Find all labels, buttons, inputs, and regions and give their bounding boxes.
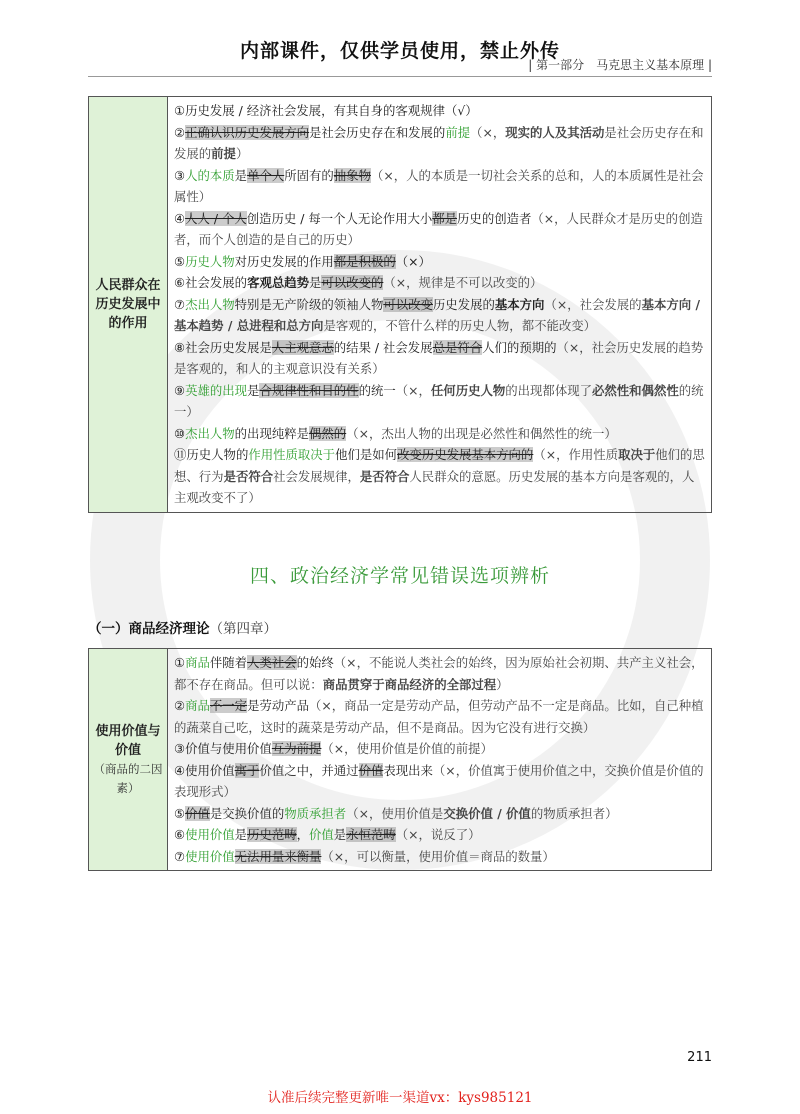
explanation-text: （×， <box>321 741 357 756</box>
list-item <box>174 165 705 208</box>
item-text: 创造历史 / 每一个人无论作用大小 <box>246 210 433 226</box>
page-number: 211 <box>687 1050 712 1065</box>
table2-note: （商品的二因素） <box>93 761 163 795</box>
explanation-text: 的全部过程 <box>434 676 497 692</box>
explanation-text: 寓于 <box>492 762 518 778</box>
explanation-text: （×，人的本质是一切社会关系的总和，人的本质属性是社会属性） <box>174 167 704 204</box>
item-text: 的始终 <box>296 655 334 670</box>
explanation-text: 他们的思想、行为 <box>174 447 705 484</box>
item-number: ⑤ <box>174 805 186 821</box>
struck-text: 抽象物 <box>333 167 371 183</box>
explanation-text: （×，使用价值是 <box>346 805 444 821</box>
explanation-text: ，不管什么样的历史人物，都不能改变） <box>373 318 597 333</box>
subsection-chapter: （第四章） <box>209 621 277 637</box>
item-text: 人的本质 <box>185 167 235 183</box>
footer-notice: 认准后续完整更新唯一渠道vx：kys985121 <box>267 1090 533 1106</box>
item-text: 杰出人物 <box>185 296 235 312</box>
explanation-text: 取决于 <box>618 447 656 462</box>
item-text: 前提 <box>445 124 471 140</box>
explanation-text: （×，价值 <box>432 762 493 778</box>
struck-text: 人人 / 个人 <box>185 210 247 226</box>
explanation-text: （×，作用性质 <box>533 447 619 462</box>
struck-text: 寓于 <box>234 762 260 778</box>
explanation-text: 的物质承担者） <box>530 805 618 821</box>
item-text: 社会历史发展是 <box>185 339 272 355</box>
item-text: 物质承担者 <box>284 805 347 821</box>
struck-text: 互为前提 <box>271 741 322 756</box>
explanation-text: 前提 <box>211 146 236 161</box>
explanation-text: 是否符合 <box>359 468 410 484</box>
commodity-table <box>88 648 712 871</box>
item-text: 是劳动产品 <box>247 698 310 713</box>
table1-items <box>174 100 705 509</box>
item-text: 历史的创造者 <box>457 210 532 226</box>
item-text: 的出现纯粹是 <box>234 425 310 441</box>
item-text: 社会发展的 <box>185 275 248 290</box>
item-number: ② <box>174 698 186 713</box>
header-title: 内部课件，仅供学员使用，禁止外传 <box>239 40 560 62</box>
explanation-text: 是价值的 <box>406 741 456 756</box>
item-text: 对历史发展的作用 <box>234 253 334 269</box>
item-text: 人们的预期的 <box>482 339 557 355</box>
list-item <box>174 272 705 294</box>
item-text: 是 <box>234 827 248 842</box>
item-text: 使用价值 <box>185 827 235 842</box>
item-text: 是交换价值的 <box>209 805 285 821</box>
subsection-title <box>88 617 277 637</box>
explanation-text: ） <box>496 676 509 692</box>
item-number: ⑪ <box>174 447 187 462</box>
explanation-text: （×，不能说人类社会的始终，因为原始社会初期、共产主义社会，都不存在商品。但可以说： <box>174 655 704 692</box>
explanation-text: 商品贯穿于 <box>322 676 385 692</box>
table2-label-cell <box>89 649 168 871</box>
item-text: 他们是如何 <box>335 447 398 462</box>
struck-text: 可以改变 <box>383 296 433 312</box>
struck-text: 人主观意志 <box>271 339 334 355</box>
item-text: 基本方向 <box>494 296 545 312</box>
item-text: 是 <box>247 382 260 398</box>
explanation-text: 必然性和偶然性 <box>592 382 679 398</box>
list-item <box>174 803 705 825</box>
item-text: 使用价值 <box>185 848 235 864</box>
struck-text: 合规律性和目的性 <box>259 382 359 398</box>
item-number: ⑩ <box>174 425 186 441</box>
item-number: ⑨ <box>174 382 186 398</box>
explanation-text: （×，说反了） <box>395 827 481 842</box>
item-text: 价值之中，并通过 <box>259 762 359 778</box>
header-subtitle: | 第一部分 马克思主义基本原理 | <box>528 58 712 72</box>
item-text: 是 <box>333 827 347 842</box>
struck-text: 单个人 <box>247 167 285 183</box>
struck-text: 可以改变的 <box>321 275 384 290</box>
item-text: 的统一 <box>358 382 396 398</box>
list-item <box>174 695 705 738</box>
item-text: 是社会历史存在和发展的 <box>309 124 446 140</box>
table1-items-cell <box>168 97 712 513</box>
explanation-text: 社会发展规律， <box>273 468 360 484</box>
list-item <box>174 122 705 165</box>
explanation-text: （×，社会历史发展的趋势是客观的，和人的主观意识没有关系） <box>174 339 704 376</box>
item-text: 商品 <box>185 698 210 713</box>
item-number: ⑧ <box>174 339 186 355</box>
struck-text: 总是符合 <box>432 339 483 355</box>
table2-label: 使用价值与价值 <box>95 723 161 758</box>
explanation-text: 人民群众的意愿。历史发展的基本方向是客观的，人主观改变不了） <box>174 468 695 505</box>
list-item <box>174 824 705 846</box>
item-text: 是 <box>309 275 322 290</box>
item-text: （×） <box>395 253 431 269</box>
item-text: 历史人物的 <box>186 447 249 462</box>
struck-text: 价值 <box>358 762 384 778</box>
item-text: 杰出人物 <box>185 425 235 441</box>
list-item <box>174 100 705 122</box>
section-title: 四、政治经济学常见错误选项辨析 <box>249 565 550 587</box>
explanation-text: 使用价值之中，交换价值是价值的表现形式） <box>174 762 704 799</box>
table1-label-cell <box>89 97 168 513</box>
header-divider <box>88 76 712 77</box>
explanation-text: （×，商品一定是劳动产品，但劳动产品不一定是商品。比如，自己种植的蔬菜自己吃，这时的蔬菜是劳动产品，但不是商品。因为它没有进行交换） <box>174 698 704 735</box>
item-number: ⑤ <box>174 253 186 269</box>
list-item <box>174 251 705 273</box>
subsection-heading: （一）商品经济理论 <box>88 621 210 637</box>
explanation-text: 现实的人及其活动 <box>505 124 605 140</box>
item-text: 商品 <box>185 655 210 670</box>
item-text: 表现出来 <box>383 762 433 778</box>
item-number: ③ <box>174 167 186 183</box>
explanation-text: 商品经济 <box>384 676 435 692</box>
explanation-text: （×，杰出人物的出现是必然性和偶然性的统一） <box>346 425 617 441</box>
item-number: ⑥ <box>174 275 186 290</box>
struck-text: 改变历史发展基本方向的 <box>397 447 534 462</box>
list-item <box>174 738 705 760</box>
explanation-text: 的出现都体现了 <box>505 382 592 398</box>
history-role-table <box>88 96 712 513</box>
explanation-text: （×， <box>470 124 506 140</box>
struck-text: 人类社会 <box>247 655 297 670</box>
list-item <box>174 423 705 445</box>
list-item <box>174 444 705 509</box>
struck-text: 都是 <box>432 210 458 226</box>
explanation-text: （×，可以衡量，使用价值＝商品的数量） <box>321 848 555 864</box>
explanation-text: 是社会历史存在和发展的 <box>174 124 704 161</box>
struck-text: 无法用量来衡量 <box>234 848 322 864</box>
explanation-text: （×， <box>395 382 431 398</box>
list-item <box>174 652 705 695</box>
item-text: 英雄的出现 <box>185 382 248 398</box>
item-text: 价值 <box>309 827 334 842</box>
item-number: ⑦ <box>174 296 186 312</box>
item-text: 是 <box>234 167 248 183</box>
struck-text: 偶然的 <box>309 425 347 441</box>
list-item <box>174 208 705 251</box>
item-text: 客观总趋势 <box>247 275 310 290</box>
explanation-text: 是客观的 <box>323 318 374 333</box>
explanation-text: （×，社会发展的 <box>544 296 642 312</box>
struck-text: 不一定 <box>209 698 248 713</box>
explanation-text: （×，规律是不可以改变的） <box>383 275 543 290</box>
item-text: 历史人物 <box>185 253 235 269</box>
item-text: 价值与使用价值 <box>185 741 272 756</box>
item-number: ④ <box>174 762 186 778</box>
table2-items <box>174 652 705 867</box>
item-text: 特别是无产阶级的领袖人物 <box>234 296 384 312</box>
list-item <box>174 294 705 337</box>
item-number: ② <box>174 124 186 140</box>
explanation-text: 前提 <box>455 741 481 756</box>
list-item <box>174 380 705 423</box>
explanation-text: ） <box>235 146 249 161</box>
item-text: 作用性质取决于 <box>248 447 336 462</box>
struck-text: 价值 <box>185 805 210 821</box>
list-item <box>174 760 705 803</box>
explanation-text: 是否符合 <box>223 468 274 484</box>
item-text: 历史发展 / 经济社会发展，有其自身的客观规律（√） <box>185 103 478 118</box>
struck-text: 历史范畴 <box>247 827 297 842</box>
struck-text: 正确认识历史发展方向 <box>185 124 310 140</box>
item-text: 使用价值 <box>185 762 235 778</box>
item-text: 的结果 / 社会发展 <box>333 339 433 355</box>
explanation-text: 任何历史人物 <box>430 382 506 398</box>
explanation-text: （×，人民群众才是历史的创造者，而个人创造的是自己的历史） <box>174 210 703 247</box>
item-text: ， <box>296 827 310 842</box>
item-number: ④ <box>174 210 186 226</box>
list-item <box>174 337 705 380</box>
item-number: ⑥ <box>174 827 186 842</box>
item-number: ③ <box>174 741 186 756</box>
item-text: 历史发展的 <box>432 296 495 312</box>
item-text: 伴随着 <box>209 655 248 670</box>
explanation-text: 的统一） <box>174 382 704 419</box>
item-number: ① <box>174 655 186 670</box>
item-number: ⑦ <box>174 848 186 864</box>
table1-label: 人民群众在历史发展中的作用 <box>95 277 161 331</box>
list-item <box>174 846 705 868</box>
struck-text: 都是积极的 <box>333 253 396 269</box>
item-text: 所固有的 <box>284 167 334 183</box>
explanation-text: 交换价值 / 价值 <box>443 805 531 821</box>
explanation-text: 基本方向 / 基本趋势 / 总进程和总方向 <box>174 296 700 333</box>
item-number: ① <box>174 103 186 118</box>
explanation-text: 使用价值 <box>356 741 407 756</box>
table2-items-cell <box>168 649 712 871</box>
struck-text: 永恒范畴 <box>346 827 396 842</box>
explanation-text: ） <box>480 741 493 756</box>
